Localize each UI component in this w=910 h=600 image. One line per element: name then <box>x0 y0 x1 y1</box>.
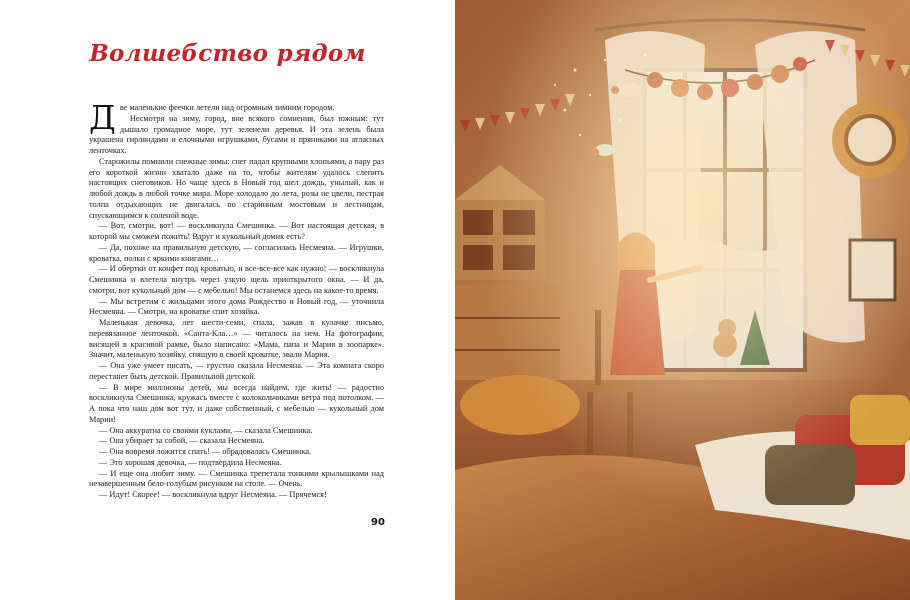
paragraph: — Она уже умеет писать, — грустно сказала Несмеяна. — Эта комната скоро перестанет быть детской. Правильной детской. <box>89 361 384 381</box>
paragraph: Несмотря на зиму, город, вне всякого сомнения, был южным: тут дышало громадное море, тут зеленели деревья. И эта зелень была украшена гирляндами и елочными игрушками, бусами и пряниками на атласных ленточках. <box>89 113 384 155</box>
paragraph: Две маленькие феечки летели над огромным зимним городом. <box>89 98 335 137</box>
paragraph: — Да, похоже на правильную детскую, — согласилась Несмеяна. — Игрушки, кроватка, полки с яркими книгами… <box>89 242 384 263</box>
paragraph: — Идут! Скорее! — воскликнула вдруг Несмеяна. — Прячемся! <box>99 490 327 499</box>
paragraph: — В мире миллионы детей, мы всегда найдем, где жить! — радостно воскликнула Смешинка, кружась вместе с колокольчиками ветра под потолком. — А пока что наш дом вот тут, и даже собственный, с мебелью — кукольный дом Марии! <box>89 382 384 424</box>
paragraph: — Вот, смотри, вот! — воскликнула Смешинка. — Вот настоящая детская, в которой мы сможем пожить! Вдруг и кукольный домик есть? <box>89 221 384 241</box>
paragraph: — Она вовремя ложится спать! — обрадовалась Смешинка. <box>99 447 312 456</box>
page-title: Волшебство рядом <box>89 40 366 67</box>
paragraph: — И обертки от конфет под кроватью, и все-все-все как нужно! — воскликнула Смешинка и влетела внутрь через узкую щель приоткрытого окна. — И да, смотри, вот кукольный дом — с мебелью! Мы останемся здесь на какое-то время. <box>89 264 384 295</box>
paragraph: — Она аккуратна со своими куклами, — сказала Смешинка. <box>99 425 313 435</box>
paragraph: Старожилы помнили снежные зимы: снег падал крупными хлопьями, а пару раз его короткой жизни хватало даже на то, чтобы жителям удалось слепить настоящих снеговиков. Но чаще здесь в Новый год шел дождь, унылый, как и любой дождь в любой точке мира. Море холодало до лета, розы не цвели, пестрая толпа отдыхающих не двигалась по старинным мостовым и лестницам, спускающимся к соленой воде. <box>89 156 384 220</box>
drop-cap: Д <box>89 98 116 137</box>
illustration-page <box>455 0 910 600</box>
page-number: 90 <box>371 517 385 528</box>
paragraph: — Она убирает за собой, — сказала Несмеяна. <box>99 436 265 446</box>
story-text <box>89 98 384 501</box>
paragraph: — Мы встретим с жильцами этого дома Рождество и Новый год, — уточнила Несмеяна. — Смотри, на кроватке спит хозяйка. <box>89 296 384 317</box>
paragraph: — Это хорошая девочка, — подтвердила Несмеяна. <box>99 457 282 467</box>
nursery-illustration <box>455 0 910 600</box>
paragraph: Маленькая девочка, лет шести-семи, спала, зажав в кулачке письмо, перевязанное ленточкой. «Санта-Кла…» — читалось на нем. На фотографии, висящей в красивой рамке, было написано: «Мама, папа и Мария в зоопарке». Значит, маленькую хозяйку, спящую в своей кроватке, звали Мария. <box>89 318 384 360</box>
paragraph: — И еще она любит зиму. — Смешинка трепетала тонкими крылышками над незавершенным бело-голубым рисунком на столе. — Очень. <box>89 468 384 489</box>
